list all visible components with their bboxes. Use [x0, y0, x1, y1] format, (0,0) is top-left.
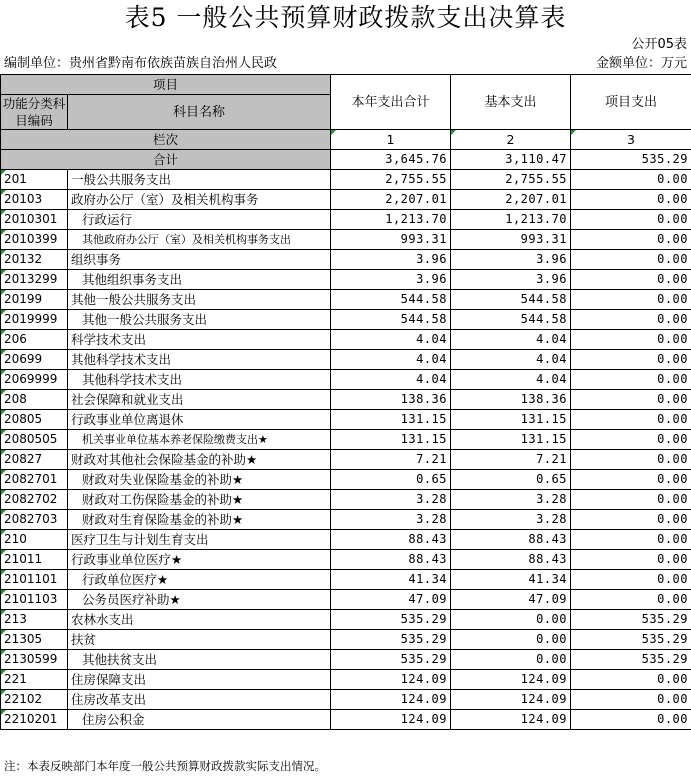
table-row [1, 470, 691, 490]
project-cell: 0.00 [571, 510, 691, 530]
project-cell: 0.00 [571, 690, 691, 710]
table-row [1, 430, 691, 450]
project-cell: 0.00 [571, 670, 691, 690]
subject-name-cell: 医疗卫生与计划生育支出 [68, 530, 331, 550]
subject-name-cell: 一般公共服务支出 [68, 170, 331, 190]
total-cell: 124.09 [331, 710, 451, 730]
basic-cell: 131.15 [451, 410, 571, 430]
table-row [1, 570, 691, 590]
function-code-cell: 201 [1, 170, 68, 190]
table-row [1, 710, 691, 730]
summary-row [1, 150, 691, 170]
function-code-cell: 2082703 [1, 510, 68, 530]
project-cell: 0.00 [571, 590, 691, 610]
total-cell: 535.29 [331, 610, 451, 630]
subject-name-cell: 财政对生育保险基金的补助★ [68, 510, 331, 530]
subject-name-cell: 住房公积金 [68, 710, 331, 730]
total-cell: 1,213.70 [331, 210, 451, 230]
total-cell: 88.43 [331, 530, 451, 550]
table-footnote: 注：本表反映部门本年度一般公共预算财政拨款实际支出情况。 [4, 759, 326, 773]
table-row [1, 310, 691, 330]
subject-name-cell: 其他科学技术支出 [68, 350, 331, 370]
project-cell: 0.00 [571, 710, 691, 730]
basic-cell: 124.09 [451, 670, 571, 690]
expenditure-table [0, 74, 691, 730]
total-cell: 47.09 [331, 590, 451, 610]
total-cell: 41.34 [331, 570, 451, 590]
project-cell: 0.00 [571, 430, 691, 450]
column-index-project: 3 [571, 130, 691, 150]
function-code-cell: 21305 [1, 630, 68, 650]
function-code-cell: 208 [1, 390, 68, 410]
basic-cell: 4.04 [451, 370, 571, 390]
subject-name-cell: 政府办公厅（室）及相关机构事务 [68, 190, 331, 210]
subject-name-cell: 科学技术支出 [68, 330, 331, 350]
function-code-cell: 2101101 [1, 570, 68, 590]
page-title: 表5 一般公共预算财政拨款支出决算表 [124, 3, 567, 32]
subject-name-cell: 住房保障支出 [68, 670, 331, 690]
table-row [1, 410, 691, 430]
summary-total: 3,645.76 [331, 150, 451, 170]
project-cell: 0.00 [571, 390, 691, 410]
basic-expenditure-header: 基本支出 [451, 75, 571, 130]
project-cell: 0.00 [571, 170, 691, 190]
subject-name-cell: 其他政府办公厅（室）及相关机构事务支出 [68, 230, 331, 250]
basic-cell: 544.58 [451, 310, 571, 330]
project-cell: 0.00 [571, 550, 691, 570]
summary-basic: 3,110.47 [451, 150, 571, 170]
project-cell: 0.00 [571, 470, 691, 490]
project-cell: 0.00 [571, 490, 691, 510]
basic-cell: 2,755.55 [451, 170, 571, 190]
subject-name-cell: 其他科学技术支出 [68, 370, 331, 390]
function-code-cell: 2210201 [1, 710, 68, 730]
table-row [1, 190, 691, 210]
table-row [1, 650, 691, 670]
summary-project: 535.29 [571, 150, 691, 170]
table-row [1, 250, 691, 270]
subject-name-cell: 其他一般公共服务支出 [68, 290, 331, 310]
subject-name-cell: 其他一般公共服务支出 [68, 310, 331, 330]
basic-cell: 3.28 [451, 490, 571, 510]
function-code-cell: 20103 [1, 190, 68, 210]
total-cell: 2,207.01 [331, 190, 451, 210]
project-cell: 0.00 [571, 330, 691, 350]
subject-name-cell: 财政对工伤保险基金的补助★ [68, 490, 331, 510]
function-code-cell: 2019999 [1, 310, 68, 330]
project-cell: 0.00 [571, 210, 691, 230]
total-cell: 3.96 [331, 270, 451, 290]
subject-name-cell: 其他扶贫支出 [68, 650, 331, 670]
total-cell: 4.04 [331, 370, 451, 390]
total-expenditure-header: 本年支出合计 [331, 75, 451, 130]
basic-cell: 124.09 [451, 690, 571, 710]
project-cell: 0.00 [571, 410, 691, 430]
total-cell: 124.09 [331, 690, 451, 710]
basic-cell: 41.34 [451, 570, 571, 590]
table-row [1, 370, 691, 390]
project-cell: 535.29 [571, 650, 691, 670]
function-code-cell: 21011 [1, 550, 68, 570]
function-code-cell: 2130599 [1, 650, 68, 670]
function-code-cell: 2082701 [1, 470, 68, 490]
summary-label: 合计 [1, 150, 331, 170]
table-row [1, 390, 691, 410]
total-cell: 3.28 [331, 490, 451, 510]
project-cell: 0.00 [571, 290, 691, 310]
basic-cell: 124.09 [451, 710, 571, 730]
function-code-cell: 2010301 [1, 210, 68, 230]
basic-cell: 3.96 [451, 270, 571, 290]
project-cell: 0.00 [571, 370, 691, 390]
total-cell: 544.58 [331, 290, 451, 310]
basic-cell: 0.00 [451, 610, 571, 630]
total-cell: 3.96 [331, 250, 451, 270]
total-cell: 0.65 [331, 470, 451, 490]
subject-name-header: 科目名称 [68, 95, 331, 130]
table-row [1, 490, 691, 510]
project-cell: 0.00 [571, 530, 691, 550]
function-code-cell: 2013299 [1, 270, 68, 290]
subject-name-cell: 行政运行 [68, 210, 331, 230]
project-cell: 0.00 [571, 310, 691, 330]
total-cell: 124.09 [331, 670, 451, 690]
table-row [1, 350, 691, 370]
subject-name-cell: 财政对其他社会保险基金的补助★ [68, 450, 331, 470]
basic-cell: 4.04 [451, 350, 571, 370]
basic-cell: 993.31 [451, 230, 571, 250]
function-code-cell: 20132 [1, 250, 68, 270]
total-cell: 993.31 [331, 230, 451, 250]
function-code-cell: 2101103 [1, 590, 68, 610]
total-cell: 88.43 [331, 550, 451, 570]
function-code-cell: 20827 [1, 450, 68, 470]
table-row [1, 630, 691, 650]
basic-cell: 4.04 [451, 330, 571, 350]
subject-name-cell: 公务员医疗补助★ [68, 590, 331, 610]
basic-cell: 0.65 [451, 470, 571, 490]
project-cell: 0.00 [571, 230, 691, 250]
total-cell: 535.29 [331, 630, 451, 650]
basic-cell: 0.00 [451, 650, 571, 670]
column-index-total: 1 [331, 130, 451, 150]
total-cell: 7.21 [331, 450, 451, 470]
function-code-cell: 2082702 [1, 490, 68, 510]
basic-cell: 7.21 [451, 450, 571, 470]
table-row [1, 210, 691, 230]
project-cell: 0.00 [571, 250, 691, 270]
total-cell: 131.15 [331, 410, 451, 430]
total-cell: 535.29 [331, 650, 451, 670]
function-code-cell: 206 [1, 330, 68, 350]
subject-name-cell: 行政事业单位离退休 [68, 410, 331, 430]
basic-cell: 131.15 [451, 430, 571, 450]
function-code-cell: 2080505 [1, 430, 68, 450]
subject-name-cell: 行政事业单位医疗★ [68, 550, 331, 570]
column-index-basic: 2 [451, 130, 571, 150]
function-code-cell: 221 [1, 670, 68, 690]
total-cell: 3.28 [331, 510, 451, 530]
unit-row [0, 54, 691, 74]
subject-name-cell: 组织事务 [68, 250, 331, 270]
compiling-unit-label: 编制单位：贵州省黔南布依族苗族自治州人民政 [4, 56, 278, 71]
total-cell: 131.15 [331, 430, 451, 450]
function-code-cell: 210 [1, 530, 68, 550]
table-row [1, 590, 691, 610]
table-row [1, 230, 691, 250]
basic-cell: 88.43 [451, 530, 571, 550]
table-row [1, 670, 691, 690]
table-row [1, 170, 691, 190]
subject-name-cell: 农林水支出 [68, 610, 331, 630]
basic-cell: 138.36 [451, 390, 571, 410]
table-row [1, 450, 691, 470]
table-row [1, 510, 691, 530]
header-row-item [1, 75, 691, 95]
subject-name-cell: 行政单位医疗★ [68, 570, 331, 590]
project-cell: 535.29 [571, 630, 691, 650]
report-number: 公开05表 [631, 37, 687, 52]
subject-name-cell: 财政对失业保险基金的补助★ [68, 470, 331, 490]
basic-cell: 2,207.01 [451, 190, 571, 210]
function-code-cell: 22102 [1, 690, 68, 710]
table-row [1, 290, 691, 310]
column-index-row [1, 130, 691, 150]
basic-cell: 3.96 [451, 250, 571, 270]
total-cell: 2,755.55 [331, 170, 451, 190]
project-cell: 0.00 [571, 190, 691, 210]
subject-name-cell: 社会保障和就业支出 [68, 390, 331, 410]
basic-cell: 88.43 [451, 550, 571, 570]
function-code-header: 功能分类科目编码 [1, 95, 68, 130]
project-cell: 0.00 [571, 270, 691, 290]
item-header: 项目 [1, 75, 331, 95]
basic-cell: 0.00 [451, 630, 571, 650]
subject-name-cell: 其他组织事务支出 [68, 270, 331, 290]
total-cell: 138.36 [331, 390, 451, 410]
function-code-cell: 20699 [1, 350, 68, 370]
function-code-cell: 20805 [1, 410, 68, 430]
project-cell: 535.29 [571, 610, 691, 630]
amount-unit-label: 金额单位：万元 [595, 56, 687, 71]
total-cell: 4.04 [331, 330, 451, 350]
function-code-cell: 20199 [1, 290, 68, 310]
project-cell: 0.00 [571, 350, 691, 370]
subject-name-cell: 扶贫 [68, 630, 331, 650]
table-row [1, 550, 691, 570]
basic-cell: 1,213.70 [451, 210, 571, 230]
basic-cell: 544.58 [451, 290, 571, 310]
function-code-cell: 2069999 [1, 370, 68, 390]
project-cell: 0.00 [571, 450, 691, 470]
table-row [1, 270, 691, 290]
function-code-cell: 2010399 [1, 230, 68, 250]
project-expenditure-header: 项目支出 [571, 75, 691, 130]
subject-name-cell: 机关事业单位基本养老保险缴费支出★ [68, 430, 331, 450]
subject-name-cell: 住房改革支出 [68, 690, 331, 710]
table-row [1, 610, 691, 630]
table-row [1, 690, 691, 710]
total-cell: 544.58 [331, 310, 451, 330]
total-cell: 4.04 [331, 350, 451, 370]
column-index-label: 栏次 [1, 130, 331, 150]
project-cell: 0.00 [571, 570, 691, 590]
table-row [1, 530, 691, 550]
function-code-cell: 213 [1, 610, 68, 630]
table-row [1, 330, 691, 350]
basic-cell: 3.28 [451, 510, 571, 530]
basic-cell: 47.09 [451, 590, 571, 610]
